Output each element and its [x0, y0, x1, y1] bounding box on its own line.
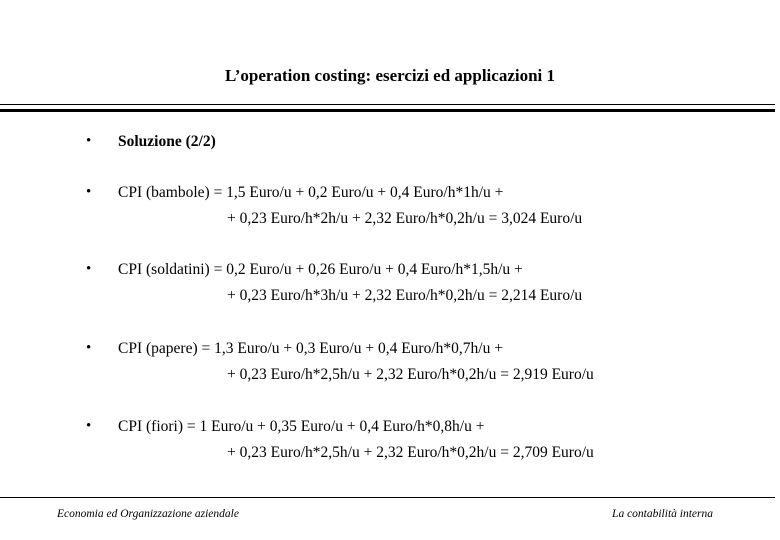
footer-course-name: Economia ed Organizzazione aziendale	[57, 508, 239, 520]
header-rule-thick	[0, 109, 775, 112]
bullet-icon: •	[86, 261, 92, 277]
bullet-text-line2: + 0,23 Euro/h*2h/u + 2,32 Euro/h*0,2h/u = 3,024 Euro/u	[227, 210, 583, 227]
bullet-icon: •	[86, 184, 92, 200]
bullet-text-line2: + 0,23 Euro/h*3h/u + 2,32 Euro/h*0,2h/u = 2,214 Euro/u	[227, 287, 583, 304]
bullet-text-line2: + 0,23 Euro/h*2,5h/u + 2,32 Euro/h*0,2h/u = 2,709 Euro/u	[227, 444, 594, 461]
bullet-text-line1: CPI (bambole) = 1,5 Euro/u + 0,2 Euro/u + 0,4 Euro/h*1h/u +	[118, 184, 504, 201]
bullet-text-line1: CPI (soldatini) = 0,2 Euro/u + 0,26 Euro/u + 0,4 Euro/h*1,5h/u +	[118, 261, 523, 278]
bullet-icon: •	[86, 418, 92, 434]
footer-topic-name: La contabilità interna	[612, 508, 713, 520]
bullet-text-line1: CPI (fiori) = 1 Euro/u + 0,35 Euro/u + 0,4 Euro/h*0,8h/u +	[118, 418, 485, 435]
header-rule-thin	[0, 104, 775, 105]
bullet-icon: •	[86, 133, 92, 149]
bullet-text: Soluzione (2/2)	[118, 133, 216, 150]
bullet-text-line1: CPI (papere) = 1,3 Euro/u + 0,3 Euro/u + 0,4 Euro/h*0,7h/u +	[118, 340, 503, 357]
slide-title: L’operation costing: esercizi ed applicazioni 1	[224, 66, 556, 85]
footer-rule	[0, 497, 775, 498]
bullet-text-line2: + 0,23 Euro/h*2,5h/u + 2,32 Euro/h*0,2h/u = 2,919 Euro/u	[227, 366, 594, 383]
bullet-icon: •	[86, 340, 92, 356]
